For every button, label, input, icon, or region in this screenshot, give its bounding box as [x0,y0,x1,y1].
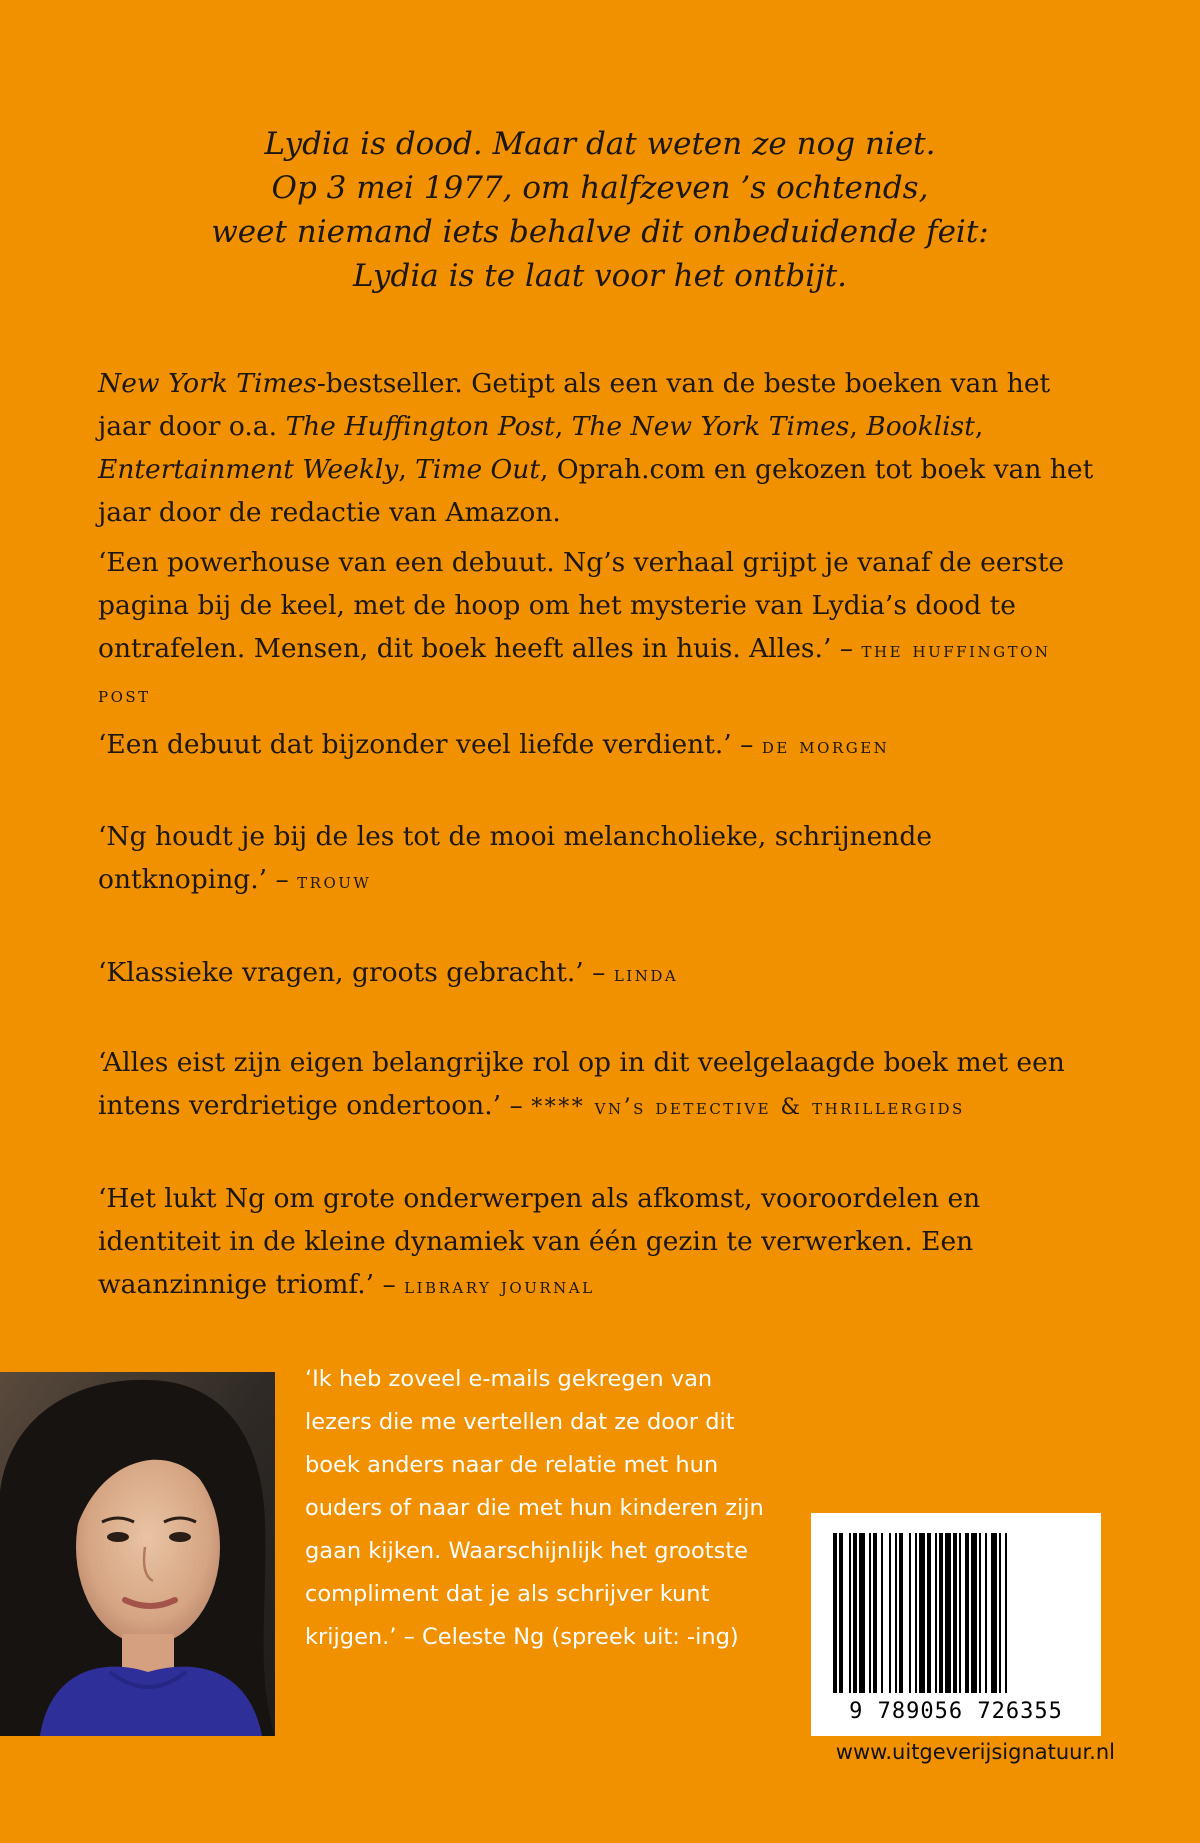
barcode-bar [959,1533,961,1693]
barcode-bar [1005,1533,1007,1693]
barcode-bar [873,1533,877,1693]
barcode-bar [839,1533,843,1693]
barcode-bar [965,1533,969,1693]
barcode-bar [859,1533,865,1693]
quote-source: **** vn’s detective & thrillergids [531,1095,965,1120]
author-quote: ‘Ik heb zoveel e-mails gekregen van lezers die me vertellen dat ze door dit boek anders naar de relatie met hun ouders of naar die met hun kinderen zijn gaan kijken. Waarschijnlijk het grootste compliment dat je als schrijver kunt krijgen.’ – Celeste Ng (spreek uit: -ing) [305,1366,764,1650]
barcode-bar [919,1533,925,1693]
barcode-bar [909,1533,911,1693]
nyt-title: New York Times [98,368,317,399]
blurb-text: , Oprah.com en gekozen tot boek van het jaar door de redactie van Amazon. [98,454,1094,528]
quote-text: ‘Alles eist zijn eigen belangrijke rol op in dit veelgelaagde boek met een intens verdrietige ondertoon.’ – [98,1047,1065,1121]
author-photo [0,1372,275,1736]
blurb-text: -bestseller. Getipt als een van de beste boeken van het jaar door o.a. [98,368,1051,442]
barcode-bar [869,1533,871,1693]
author-portrait-image [0,1372,275,1736]
publication-name: The Huffington Post [285,411,555,442]
barcode-bar [895,1533,897,1693]
barcode-bar [849,1533,851,1693]
review-quote [98,1177,1103,1308]
isbn-number: 9 789056 726355 [849,1699,1063,1724]
quote-text: ‘Klassieke vragen, groots gebracht.’ – [98,957,614,988]
barcode-bar [935,1533,937,1693]
intro-line: Op 3 mei 1977, om halfzeven ’s ochtends, [271,170,929,206]
quote-source: the huffington post [98,638,1051,708]
quote-text: ‘Het lukt Ng om grote onderwerpen als afkomst, vooroordelen en identiteit in de kleine dynamiek van één gezin te verwerken. Een waanzinnige triomf.’ – [98,1183,981,1300]
barcode-bar [971,1533,977,1693]
intro-excerpt [0,122,1200,298]
quote-source: trouw [297,869,372,894]
barcode-bar [915,1533,917,1693]
publication-name: The New York Times [571,411,850,442]
publication-name: Entertainment Weekly [98,454,399,485]
quote-source: linda [613,962,679,987]
barcode-bar [889,1533,891,1693]
review-quote [98,1041,1103,1129]
review-quote [98,951,1103,996]
barcode-bar [899,1533,903,1693]
intro-line: Lydia is dood. Maar dat weten ze nog niet. [264,126,936,162]
barcode-bar [853,1533,857,1693]
quote-text: ‘Een powerhouse van een debuut. Ng’s verhaal grijpt je vanaf de eerste pagina bij de keel, met de hoop om het mysterie van Lydia’s dood te ontrafelen. Mensen, dit boek heeft alles in huis. Alles.’ – [98,547,1065,664]
barcode-bar [991,1533,997,1693]
review-quote [98,815,1103,903]
quote-text: ‘Een debuut dat bijzonder veel liefde verdient.’ – [98,729,762,760]
quote-source: library journal [404,1274,595,1299]
quote-text: ‘Ng houdt je bij de les tot de mooi melancholieke, schrijnende ontknoping.’ – [98,821,933,895]
barcode-bar [881,1533,883,1693]
publication-name: Time Out [415,454,540,485]
barcode-bar [979,1533,981,1693]
barcode-bar [927,1533,931,1693]
bestseller-blurb: New York Times-bestseller. Getipt als een van de beste boeken van het jaar door o.a. The Huffington Post, The New York Times, Booklist, Entertainment Weekly, Time Out, Oprah.com en gekozen tot boek van het jaar door de redactie van Amazon. [98,368,1094,528]
review-quote [98,723,1103,768]
intro-line: weet niemand iets behalve dit onbeduidende feit: [211,214,989,250]
barcode-bar [939,1533,943,1693]
barcode-bar [999,1533,1001,1693]
review-quote [98,541,1103,717]
barcode-image [811,1513,1101,1736]
publisher-url[interactable]: www.uitgeverijsignatuur.nl [835,1740,1115,1764]
barcode-bar [953,1533,957,1693]
intro-line: Lydia is te laat voor het ontbijt. [352,258,848,294]
barcode-bar [945,1533,951,1693]
publication-name: Booklist [866,411,975,442]
isbn-barcode [811,1513,1101,1736]
barcode-bar [985,1533,987,1693]
barcode-bar [833,1533,837,1693]
quote-source: de morgen [761,734,890,759]
